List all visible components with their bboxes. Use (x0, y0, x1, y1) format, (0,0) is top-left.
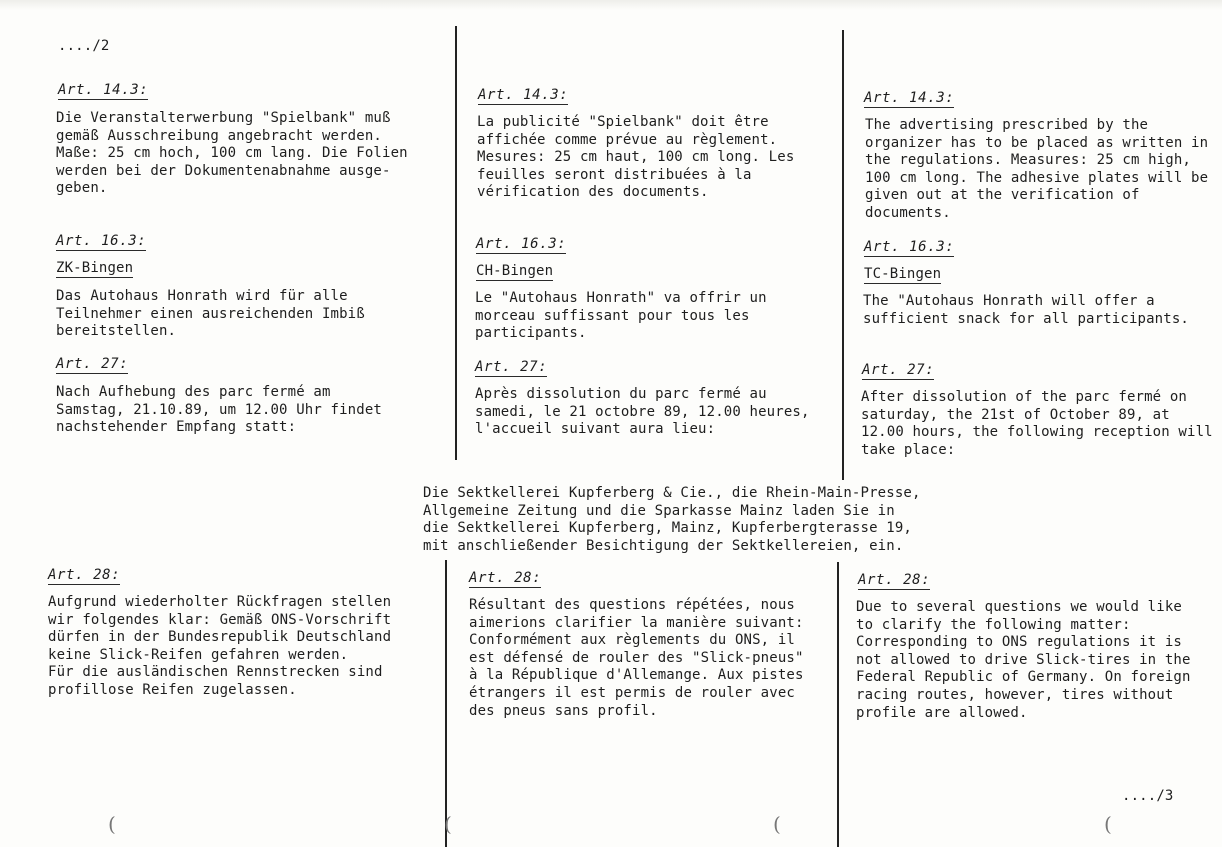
punch-hole-mark: ( (444, 812, 452, 836)
page-ref-top: ..../2 (58, 38, 110, 54)
german-art-16-3-subheading: ZK-Bingen (56, 260, 134, 276)
column-divider-right-lower (837, 562, 839, 847)
french-art-16-3-heading: Art. 16.3: (476, 236, 567, 252)
scan-edge (0, 0, 1222, 10)
column-divider-left-upper (455, 26, 457, 460)
english-art-27-text: After dissolution of the parc fermé on saturday, the 21st of October 89, at 12.00 hours, the following reception will take place: (861, 389, 1213, 458)
german-art-14-3-heading: Art. 14.3: (58, 82, 149, 98)
german-art-27-text: Nach Aufhebung des parc fermé am Samstag, 21.10.89, um 12.00 Uhr findet nachstehender Empfang statt: (56, 384, 382, 436)
french-art-14-3-heading: Art. 14.3: (478, 87, 569, 103)
english-art-16-3-text: The "Autohaus Honrath will offer a sufficient snack for all participants. (863, 293, 1189, 327)
column-divider-left-lower (445, 560, 447, 847)
english-art-14-3-text: The advertising prescribed by the organizer has to be placed as written in the regulations. Measures: 25 cm high, 100 cm long. The adhesive plates will be given out at the verification of documents. (865, 117, 1209, 221)
french-art-28-heading: Art. 28: (469, 570, 542, 586)
english-art-14-3-heading: Art. 14.3: (864, 90, 955, 106)
page-ref-bottom: ..../3 (1122, 788, 1174, 804)
column-divider-right-upper (842, 30, 844, 480)
german-art-14-3-text: Die Veranstalterwerbung "Spielbank" muß gemäß Ausschreibung angebracht werden. Maße: 25 cm hoch, 100 cm lang. Die Folien werden bei der Dokumentenabnahme ausge- geben. (56, 110, 408, 197)
german-art-27-heading: Art. 27: (56, 356, 129, 372)
french-art-16-3-subheading: CH-Bingen (476, 263, 554, 279)
english-art-16-3-subheading: TC-Bingen (864, 266, 942, 282)
reception-text: Die Sektkellerei Kupferberg & Cie., die Rhein-Main-Presse, Allgemeine Zeitung und die Sparkasse Mainz laden Sie in die Sektkellerei Kupferberg, Mainz, Kupferbergterasse 19, mit anschließender Besichtigung der Sektkellereien, ein. (423, 485, 921, 554)
french-art-14-3-text: La publicité "Spielbank" doit être affichée comme prévue au règlement. Mesures: 25 cm haut, 100 cm long. Les feuilles seront distribuées à la vérification des documents. (477, 114, 795, 201)
french-art-27-text: Après dissolution du parc fermé au samedi, le 21 octobre 89, 12.00 heures, l'accueil suivant aura lieu: (475, 386, 810, 438)
punch-hole-mark: ( (773, 812, 781, 836)
english-art-28-text: Due to several questions we would like to clarify the following matter: Corresponding to ONS regulations it is not allowed to drive Slick-tires in the Federal Republic of Germany. On foreign racing routes, however, tires without profile are allowed. (856, 599, 1191, 721)
german-art-16-3-text: Das Autohaus Honrath wird für alle Teilnehmer einen ausreichenden Imbiß bereitstellen. (56, 288, 365, 340)
german-art-28-text: Aufgrund wiederholter Rückfragen stellen wir folgendes klar: Gemäß ONS-Vorschrift dürfen in der Bundesrepublik Deutschland keine Slick-Reifen gefahren werden. Für die ausländischen Rennstrecken sind profillose Reifen zugelassen. (48, 594, 392, 698)
english-art-27-heading: Art. 27: (862, 362, 935, 378)
german-art-16-3-heading: Art. 16.3: (56, 233, 147, 249)
english-art-28-heading: Art. 28: (858, 572, 931, 588)
french-art-28-text: Résultant des questions répétées, nous aimerions clarifier la manière suivant: Conformément aux règlements du ONS, il est défensé de rouler des "Slick-pneus" à la République d'Allemange. Aux pistes étrangers il est permis de rouler avec des pneus sans profil. (469, 597, 804, 719)
french-art-27-heading: Art. 27: (475, 359, 548, 375)
punch-hole-mark: ( (108, 812, 116, 836)
french-art-16-3-text: Le "Autohaus Honrath" va offrir un morceau suffissant pour tous les participants. (475, 290, 767, 342)
punch-hole-mark: ( (1104, 812, 1112, 836)
english-art-16-3-heading: Art. 16.3: (864, 239, 955, 255)
german-art-28-heading: Art. 28: (48, 567, 121, 583)
